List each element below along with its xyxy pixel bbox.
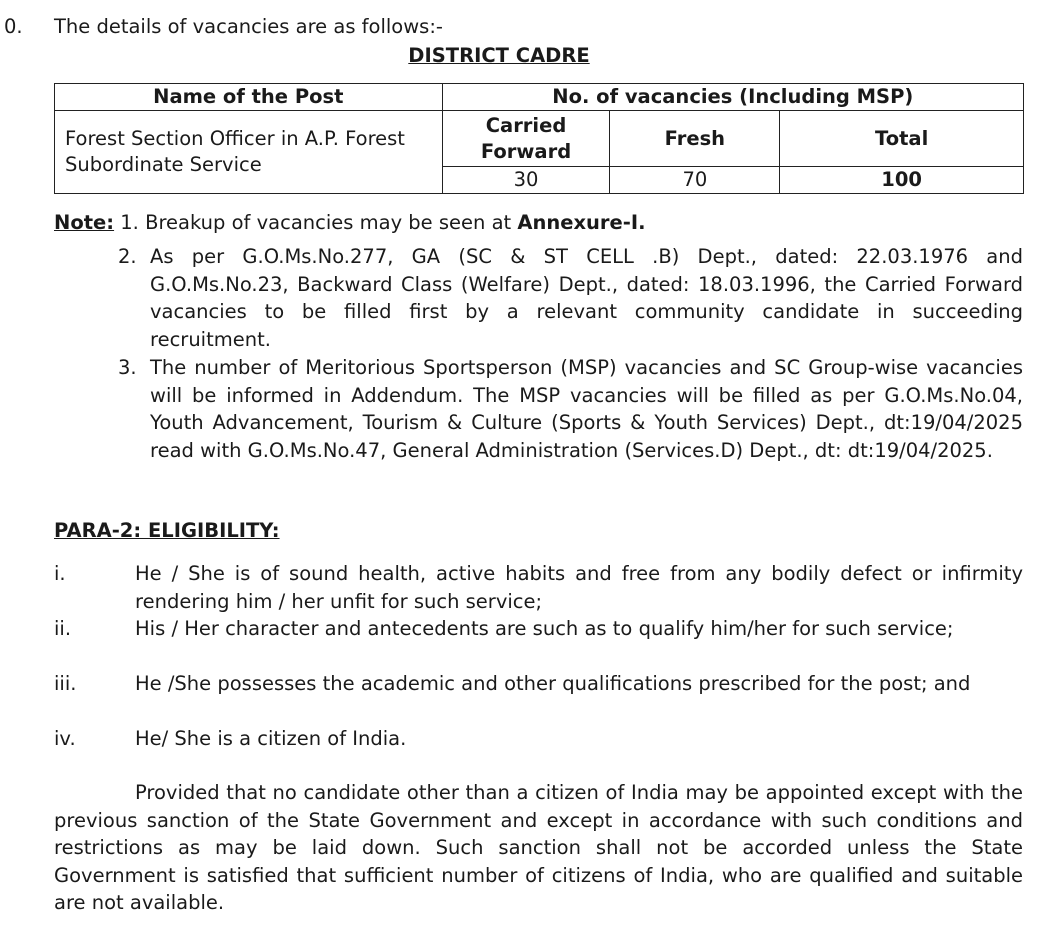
col-post-header: Name of the Post <box>55 84 443 111</box>
note-3-text: The number of Meritorious Sportsperson (MSP) vacancies and SC Group-wise vacancies will be informed in Addendum. The MSP vacancies will be filled as per G.O.Ms.No.04, Youth Advancement, Tourism & Culture (Sports & Youth Services) Dept., dt:19/04/2025 read with G.O.Ms.No.47, General Administration (Services.D) Dept., dt: dt:19/04/2025. <box>150 356 1023 462</box>
list-item: He/ She is a citizen of India. <box>135 727 407 750</box>
para-number: 0. <box>4 15 23 38</box>
col-vacancies-header: No. of vacancies (Including MSP) <box>442 84 1023 111</box>
total-value: 100 <box>780 167 1024 194</box>
note-1-number: 1. <box>120 211 139 234</box>
note-3-number: 3. <box>118 356 137 379</box>
fresh-header: Fresh <box>610 111 780 167</box>
note-2-text: As per G.O.Ms.No.277, GA (SC & ST CELL .B) Dept., dated: 22.03.1976 and G.O.Ms.No.23, Backward Class (Welfare) Dept., dated: 18.03.1996, the Carried Forward vacancies to be filled first by a relevant community candidate in succeeding recruitment. <box>150 245 1023 351</box>
cadre-heading: DISTRICT CADRE <box>408 44 590 67</box>
note-1 <box>54 209 646 237</box>
carried-forward-header: Carried Forward <box>442 111 610 167</box>
list-item-number: iv. <box>54 727 76 750</box>
note-1-text: Breakup of vacancies may be seen at <box>145 211 518 234</box>
total-header: Total <box>780 111 1024 167</box>
para-intro: The details of vacancies are as follows:- <box>54 15 443 38</box>
list-item: He /She possesses the academic and other qualifications prescribed for the post; and <box>135 672 971 695</box>
proviso-paragraph: Provided that no candidate other than a citizen of India may be appointed except with the previous sanction of the State Government and except in accordance with such conditions and restrictions as may be laid down. Such sanction shall not be accorded unless the State Government is satisfied that sufficient number of citizens of India, who are qualified and suitable are not available. <box>54 781 1023 914</box>
para-2-heading: PARA-2: ELIGIBILITY: <box>54 519 280 542</box>
table-subheader-row <box>55 111 1024 167</box>
list-item-number: ii. <box>54 617 72 640</box>
list-item-number: i. <box>54 562 66 585</box>
note-label: Note: <box>54 211 115 234</box>
list-item-number: iii. <box>54 672 77 695</box>
carried-forward-value: 30 <box>442 167 610 194</box>
list-item: His / Her character and antecedents are such as to qualify him/her for such service; <box>135 617 954 640</box>
table-header-row <box>55 84 1024 111</box>
list-item: He / She is of sound health, active habits and free from any bodily defect or infirmity rendering him / her unfit for such service; <box>135 562 1023 613</box>
post-name-cell: Forest Section Officer in A.P. Forest Subordinate Service <box>55 111 443 194</box>
fresh-value: 70 <box>610 167 780 194</box>
note-2-number: 2. <box>118 245 137 268</box>
vacancies-table <box>54 83 1024 194</box>
annexure-reference: Annexure-I. <box>517 211 646 234</box>
